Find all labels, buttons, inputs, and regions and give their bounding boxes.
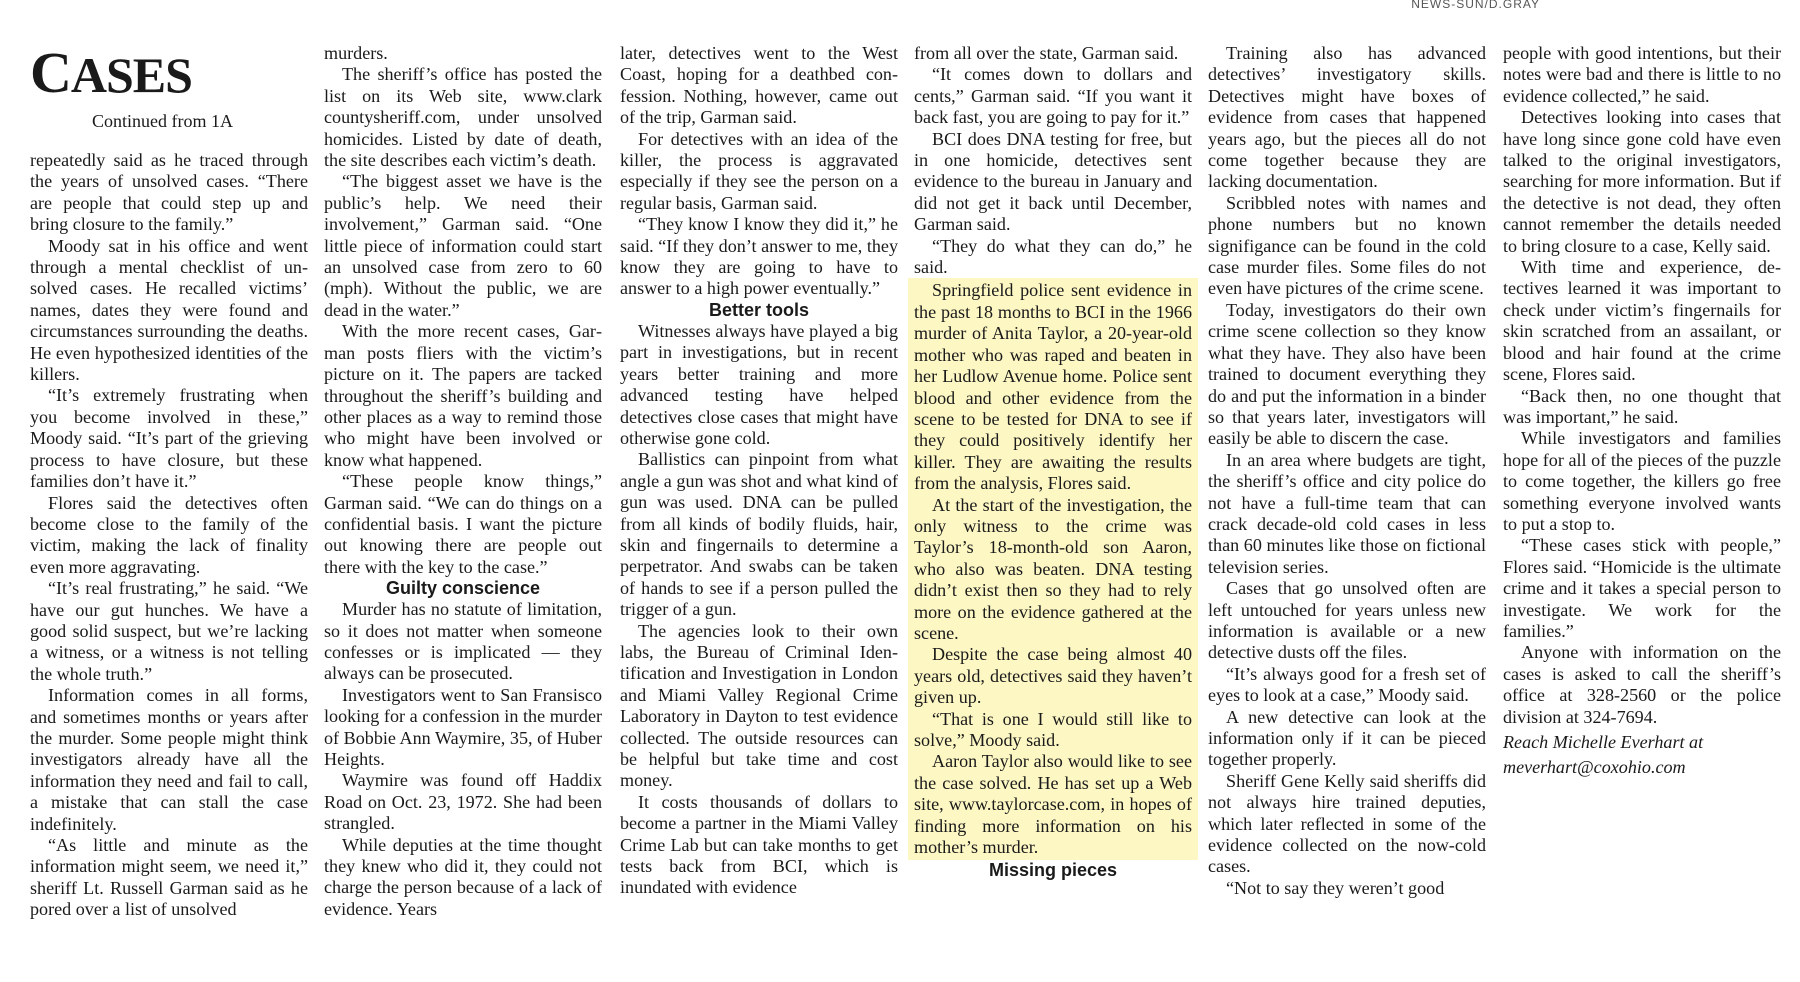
article-paragraph: “It’s real frustrating,” he said. “We have our gut hunches. We have a good solid suspect, but we’re lacking a witness, or a witness is not telling the whole truth.” [30,578,308,684]
highlighted-paragraph: Despite the case being almost 40 years old, detectives said they haven’t given up. [914,644,1192,708]
column-5 [1208,43,1486,899]
section-subhead: Missing pieces [988,860,1118,881]
article-paragraph: “It’s extremely frustrating when you become involved in these,” Moody said. “It’s part of the grieving process to have closure, but these families don’t have it.” [30,385,308,492]
column-2 [324,43,602,920]
byline-contact: meverhart@coxohio.com [1503,757,1686,778]
highlighted-paragraph: “That is one I would still like to solve,” Moody said. [914,708,1192,750]
article-paragraph: Training also has advanced detectives’ investigatory skills. Detectives might have boxes of evidence from cases that happened years ago, but the pieces all do not come together because they are lacking documentation. [1208,43,1486,192]
article-paragraph: The agencies look to their own labs, the Bureau of Criminal Identification and Investigation in London and Miami Valley Regional Crime Laboratory in Dayton to test evidence collected. The outside resources can be helpful but take time and cost money. [620,620,898,791]
article-paragraph: Sheriff Gene Kelly said sheriffs did not always hire trained deputies, which later reflected in some of the evidence collected on the now-cold cases. [1208,770,1486,877]
article-paragraph: “It’s always good for a fresh set of eyes to look at a case,” Moody said. [1208,663,1486,706]
kicker-rest: ASES [70,47,192,103]
article-paragraph: While investigators and families hope for all of the pieces of the puzzle to come together, the killers go free something everyone involved wants to put a stop to. [1503,428,1781,534]
article-paragraph: Detectives looking into cases that have long since gone cold have even talked to the original investigators, searching for more information. But if the detective is not dead, they often cannot remember the details needed to bring closure to a case, Kelly said. [1503,107,1781,256]
article-paragraph: Cases that go unsolved often are left untouched for years unless new information is available or a new detective dusts off the files. [1208,578,1486,663]
article-paragraph: “It comes down to dollars and cents,” Garman said. “If you want it back fast, you are going to pay for it.” [914,64,1192,128]
article-paragraph: Murder has no statute of limitation, so it does not matter when someone confesses or is implicated — they always can be prosecuted. [324,599,602,684]
kicker-initial: C [30,40,71,105]
article-paragraph: later, detectives went to the West Coast, hoping for a deathbed confession. Nothing, however, came out of the trip, Garman said. [620,43,898,128]
section-subhead: Guilty conscience [385,578,541,599]
article-paragraph: “They do what they can do,” he said. [914,235,1192,278]
article-paragraph: repeatedly said as he traced through the years of unsolved cases. “There are people that could step up and bring closure to the family.” [30,150,308,235]
article-paragraph: While deputies at the time thought they knew who did it, they could not charge the person because of a lack of evidence. Years [324,834,602,919]
article-paragraph: A new detective can look at the information only if it can be pieced together properly. [1208,706,1486,770]
article-paragraph: Today, investigators do their own crime scene collection so they know what they have. They also have been trained to document everything they do and put the information in a binder so that years later, investigators will easily be able to discern the case. [1208,299,1486,449]
article-paragraph: The sheriff’s office has posted the list on its Web site, www.clark countysheriff.com, under unsolved homicides. Listed by date of death, the site describes each victim’s death. [324,64,602,171]
article-paragraph: Ballistics can pinpoint from what angle a gun was shot and what kind of gun was used. DNA can be pulled from all kinds of bodily fluids, hair, skin and fingernails to determine a perpetrator. And swabs can be taken of hands to see if a person pulled the trigger of a gun. [620,449,898,620]
article-paragraph: Waymire was found off Haddix Road on Oct. 23, 1972. She had been strangled. [324,770,602,834]
article-paragraph: With time and experience, detectives learned it was important to check under victim’s fingernails for skin scratched from an assailant, or blood and hair found at the crime scene, Flores said. [1503,257,1781,385]
article-paragraph: “These cases stick with people,” Flores said. “Homicide is the ultimate crime and it takes a special person to investigate. We work for the families.” [1503,535,1781,641]
article-paragraph: Witnesses always have played a big part in investigations, but in recent years better training and more advanced testing have helped detectives close cases that might have otherwise gone cold. [620,320,898,448]
highlighted-paragraph: Springfield police sent evidence in the past 18 months to BCI in the 1966 murder of Anita Taylor, a 20-year-old mother who was raped and beaten in her Ludlow Avenue home. Police sent blood and other evidence from the scene to be tested for DNA to see if they could positively identify her killer. They are awaiting the results from the analysis, Flores said. [914,280,1192,494]
section-kicker [30,40,192,105]
column-6 [1503,43,1781,779]
article-paragraph: “The biggest asset we have is the public’s help. We need their involvement,” Garman said. “One little piece of information could start an unsolved case from zero to 60 (mph). Without the public, we are dead in the water.” [324,171,602,320]
photo-credit: NEWS-SUN/D.GRAY [1411,0,1540,8]
article-paragraph: It costs thousands of dollars to become a partner in the Miami Valley Crime Lab but can take months to get tests back from BCI, which is inundated with evidence [620,791,898,898]
article-paragraph: In an area where budgets are tight, the sheriff’s office and city police do not have a full-time team that can crack decade-old cold cases in less than 60 minutes like those on fictional television series. [1208,449,1486,577]
highlighted-passage [908,278,1198,860]
column-4 [914,43,1192,881]
article-paragraph: from all over the state, Garman said. [914,43,1179,63]
continued-line: Continued from 1A [92,111,233,131]
column-3 [620,43,898,899]
article-paragraph: Scribbled notes with names and phone numbers but no known signifigance can be found in the cold case murder files. Some files do not even have pictures of the crime scene. [1208,192,1486,299]
article-paragraph: BCI does DNA testing for free, but in one homicide, detectives sent evidence to the bureau in January and did not get it back until December, Garman said. [914,128,1192,235]
highlighted-paragraph: Aaron Taylor also would like to see the case solved. He has set up a Web site, www.taylorcase.com, in hopes of finding more information on his mother’s murder. [914,751,1192,858]
article-paragraph: “Not to say they weren’t good [1226,877,1445,898]
article-paragraph: “They know I know they did it,” he said. “If they don’t answer to me, they know they are going to have to answer to a high power eventually.” [620,214,898,299]
article-paragraph: Moody sat in his office and went through a mental checklist of unsolved cases. He recalled victims’ names, dates they were found and circumstances surrounding the deaths. He even hypothesized identities of the killers. [30,235,308,385]
article-paragraph: murders. [324,43,388,63]
article-paragraph: “Back then, no one thought that was important,” he said. [1503,385,1781,427]
article-paragraph: With the more recent cases, Garman posts fliers with the victim’s picture on it. The papers are tacked throughout the sheriff’s building and other places as a way to remind those who might have been involved or know what happened. [324,321,602,470]
article-paragraph: For detectives with an idea of the killer, the process is aggravated especially if they see the person on a regular basis, Garman said. [620,128,898,213]
article-paragraph: “These people know things,” Garman said. “We can do things on a confidential basis. I want the picture out knowing there are people out there with the key to the case.” [324,471,602,577]
article-paragraph: “As little and minute as the information might seem, we need it,” sheriff Lt. Russell Garman said as he pored over a list of unsolved [30,835,308,920]
article-paragraph: Information comes in all forms, and sometimes months or years after the murder. Some people might think investigators already have all the information they need and fail to call, a mistake that can stall the case indefinitely. [30,685,308,834]
section-subhead: Better tools [708,299,809,320]
column-1 [30,150,308,921]
highlighted-paragraph: At the start of the investigation, the only witness to the crime was Taylor’s 18-month-old son Aaron, who also was beaten. DNA testing didn’t exist then so they had to rely more on the evidence gathered at the scene. [914,494,1192,643]
article-paragraph: Investigators went to San Fransisco looking for a confession in the murder of Bobbie Ann Waymire, 35, of Huber Heights. [324,684,602,769]
article-paragraph: people with good intentions, but their notes were bad and there is little to no evidence collected,” he said. [1503,43,1781,106]
article-paragraph: Anyone with information on the cases is asked to call the sheriff’s office at 328-2560 or the police division at 324-7694. [1503,642,1781,727]
byline-contact: Reach Michelle Everhart at [1503,732,1704,752]
article-paragraph: Flores said the detectives often become close to the family of the victim, making the lack of finality even more aggravating. [30,492,308,577]
